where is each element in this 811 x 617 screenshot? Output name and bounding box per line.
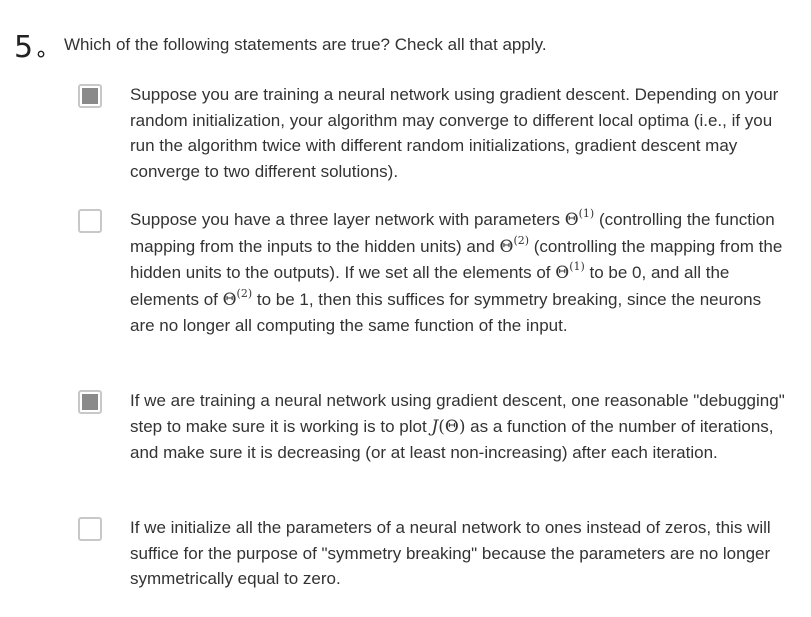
theta-symbol: Θ: [444, 416, 459, 437]
option-3-text: [130, 388, 790, 466]
question-number-dot: ∘: [34, 42, 48, 67]
option-3-text-part-a: If we are training a neural network using gradient descent, one reasonable "debugging" step to make sure it is working is to plot: [130, 391, 785, 436]
option-2-checkbox[interactable]: [78, 209, 102, 233]
option-3-text-part-b: as a function of the number of iterations, and make sure it is decreasing (or at least non-increasing) after each iteration.: [130, 416, 774, 462]
question-number: [14, 30, 48, 69]
superscript-1: (1): [569, 260, 585, 274]
j-symbol: J: [431, 416, 439, 437]
option-2-text-part-c: (controlling the mapping from the hidden units to the outputs). If we set all the elements of: [130, 236, 783, 282]
question-prompt: Which of the following statements are true? Check all that apply.: [64, 35, 547, 54]
option-2-text-part-a: Suppose you have a three layer network with parameters: [130, 210, 565, 229]
theta-symbol: Θ: [555, 263, 570, 283]
question-number-digit: 5: [14, 30, 34, 65]
theta-symbol: Θ: [222, 289, 237, 310]
superscript-1: (1): [578, 207, 595, 221]
option-2-text-part-b: (controlling the function mapping from the inputs to the hidden units) and: [130, 210, 775, 256]
paren-open: (: [438, 416, 445, 437]
paren-close: ): [458, 416, 466, 437]
option-3-checkbox[interactable]: [78, 390, 102, 414]
superscript-2: (2): [513, 233, 530, 247]
superscript-2: (2): [236, 286, 253, 300]
theta-symbol: Θ: [564, 210, 579, 230]
theta-symbol: Θ: [499, 236, 514, 257]
option-2-text-part-d: to be 0, and all the elements of: [130, 263, 730, 309]
option-1-checkbox[interactable]: [78, 84, 102, 108]
option-4-text: If we initialize all the parameters of a neural network to ones instead of zeros, this will suffice for the purpose of "symmetry breaking" because the parameters are no longer symmetrically equal to zero.: [130, 518, 771, 588]
option-4-checkbox[interactable]: [78, 517, 102, 541]
option-2-text-part-e: to be 1, then this suffices for symmetry breaking, since the neurons are no longer all computing the same function of the input.: [130, 289, 762, 335]
option-1-text: Suppose you are training a neural network using gradient descent. Depending on your random initialization, your algorithm may converge to different local optima (i.e., if you run the algorithm twice with different random initializations, gradient descent may converge to two different solutions).: [130, 85, 779, 181]
option-2-text: [130, 207, 790, 339]
